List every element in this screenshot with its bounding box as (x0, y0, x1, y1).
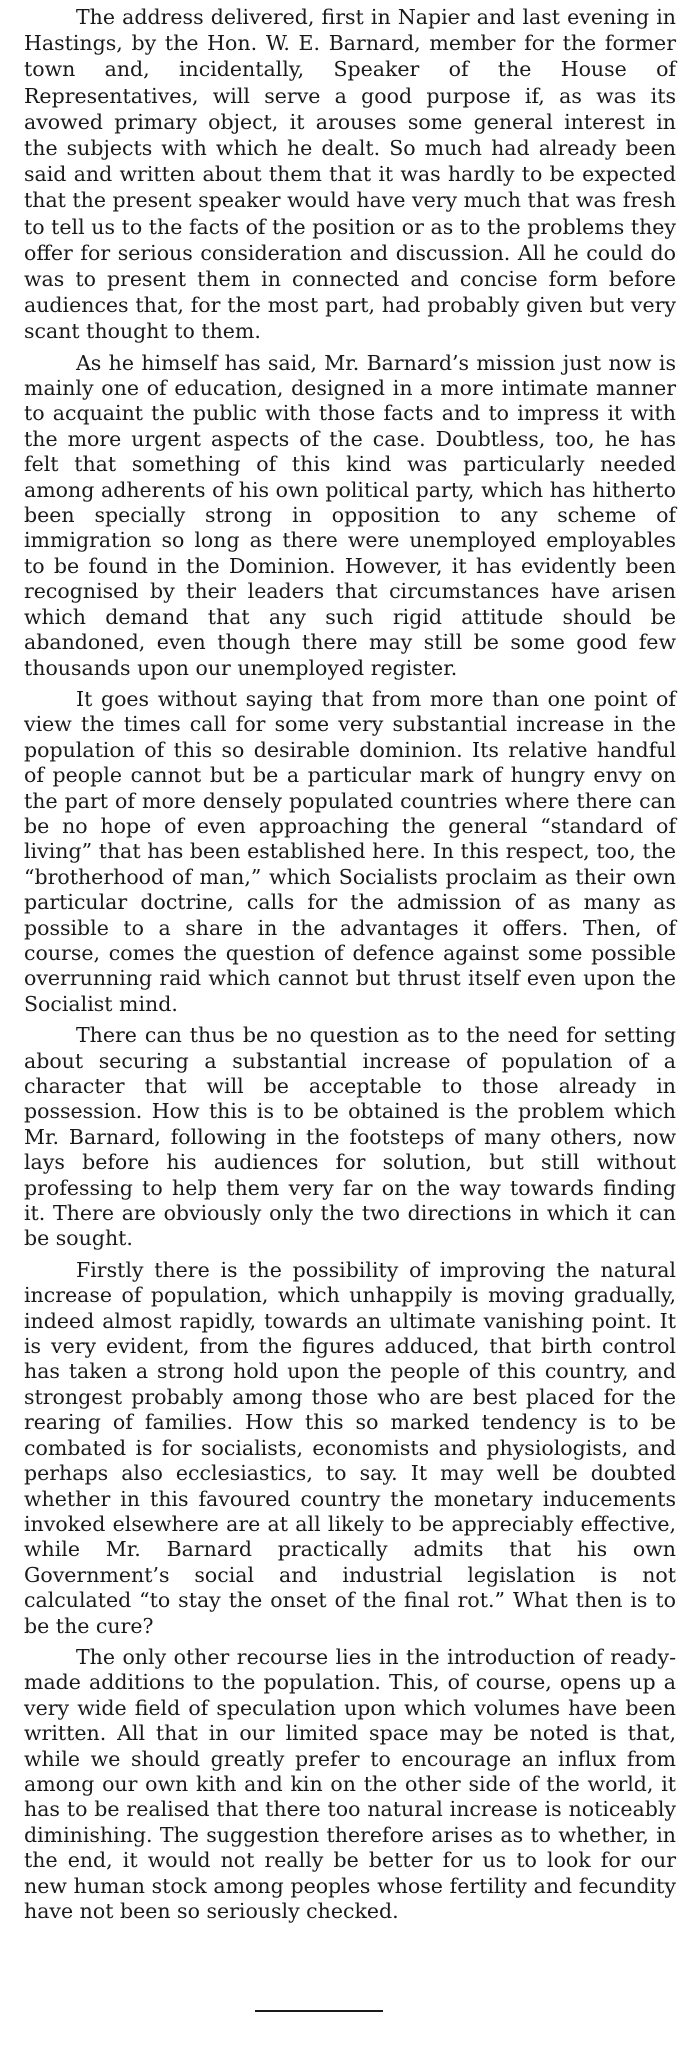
end-rule (255, 2010, 383, 2012)
article-paragraph-1: The address delivered, first in Napier and last evening in Hastings, by the Hon. W. E. Barnard, member for the former town and, incidentally, Speaker of the House of Representatives, will serve a good purpose if, as was its avowed primary object, it arouses some general interest in the subjects with which he dealt. So much had already been said and written about them that it was hardly to be expected that the present speaker would have very much that was fresh to tell us to the facts of the position or as to the problems they offer for serious consideration and discussion. All he could do was to present them in connected and concise form before audiences that, for the most part, had probably given but very scant thought to them. (24, 5, 676, 344)
article-column (24, 4, 676, 1930)
article-paragraph-3: It goes without saying that from more than one point of view the times call for some very substantial increase in the population of this so desirable dominion. Its relative handful of people cannot but be a particular mark of hungry envy on the part of more densely populated countries where there can be no hope of even approaching the general “standard of living” that has been established here. In this respect, too, the “brotherhood of man,” which Socialists proclaim as their own particular doctrine, calls for the admission of as many as possible to a share in the advantages it offers. Then, of course, comes the question of defence against some possible overrunning raid which cannot but thrust itself even upon the Socialist mind. (24, 686, 676, 1016)
article-paragraph-6: The only other recourse lies in the introduction of ready-made additions to the population. This, of course, opens up a very wide field of speculation upon which volumes have been written. All that in our limited space may be noted is that, while we should greatly prefer to encourage an influx from among our own kith and kin on the other side of the world, it has to be realised that there too natural increase is noticeably diminishing. The suggestion therefore arises as to whether, in the end, it would not really be better for us to look for our new human stock among peoples whose fertility and fecundity have not been so seriously checked. (24, 1644, 676, 1924)
article-paragraph-2: As he himself has said, Mr. Barnard’s mission just now is mainly one of education, designed in a more intimate manner to acquaint the public with those facts and to impress it with the more urgent aspects of the case. Doubtless, too, he has felt that something of this kind was particularly needed among adherents of his own political party, which has hitherto been specially strong in opposition to any scheme of immigration so long as there were unemployed employables to be found in the Dominion. However, it has evidently been recognised by their leaders that circumstances have arisen which demand that any such rigid attitude should be abandoned, even though there may still be some good few thousands upon our unemployed register. (24, 350, 676, 680)
article-paragraph-5: Firstly there is the possibility of improving the natural increase of population, which unhappily is moving gradually, indeed almost rapidly, towards an ultimate vanishing point. It is very evident, from the figures adduced, that birth control has taken a strong hold upon the people of this country, and strongest probably among those who are best placed for the rearing of families. How this so marked tendency is to be combated is for socialists, economists and physiologists, and perhaps also ecclesiastics, to say. It may well be doubted whether in this favoured country the monetary inducements invoked elsewhere are at all likely to be appreciably effective, while Mr. Barnard practically admits that his own Government’s social and industrial legislation is not calculated “to stay the onset of the final rot.” What then is to be the cure? (24, 1257, 676, 1638)
article-paragraph-4: There can thus be no question as to the need for setting about securing a substantial increase of population of a character that will be acceptable to those already in possession. How this is to be obtained is the problem which Mr. Barnard, following in the footsteps of many others, now lays before his audiences for solution, but still without professing to help them very far on the way towards finding it. There are obviously only the two directions in which it can be sought. (24, 1023, 676, 1251)
